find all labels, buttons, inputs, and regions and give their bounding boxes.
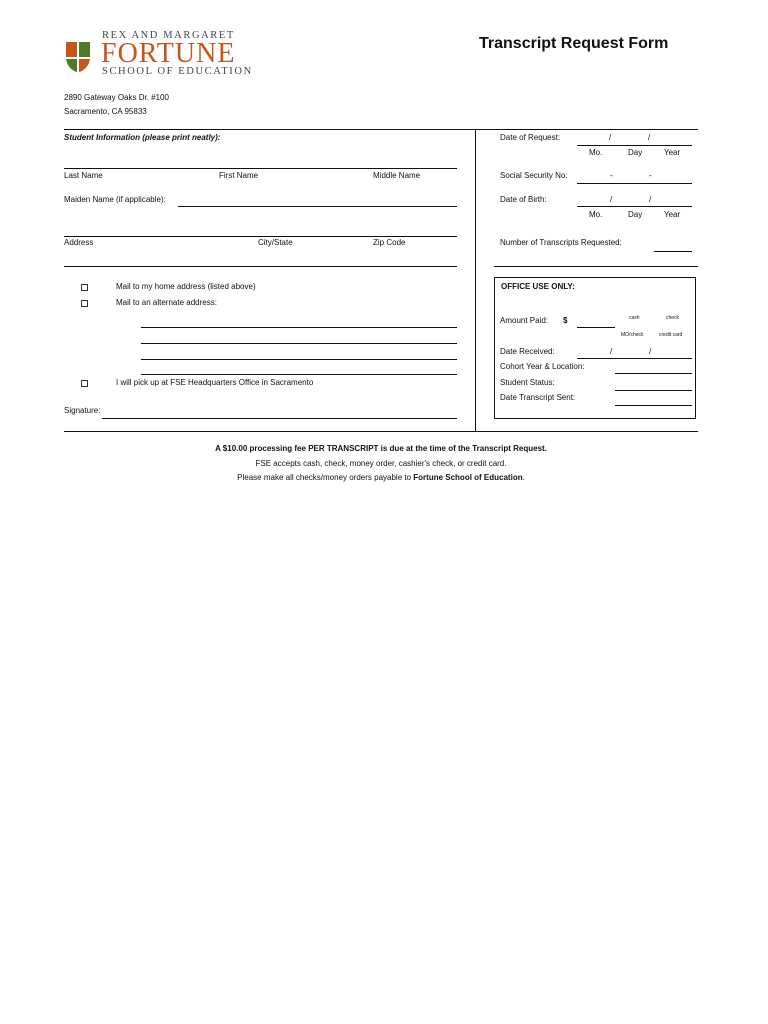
request-day-label: Day xyxy=(628,148,643,157)
first-name-label: First Name xyxy=(219,171,259,180)
bottom-rule xyxy=(64,431,698,432)
address-line[interactable] xyxy=(64,236,457,237)
payable-part2: Fortune School of Education xyxy=(413,473,523,482)
fee-notice xyxy=(64,444,698,454)
request-slash-2: / xyxy=(648,133,651,142)
alternate-address-field-3[interactable] xyxy=(141,359,457,360)
credit-card-option[interactable]: credit card xyxy=(659,332,683,338)
shield-icon xyxy=(64,40,92,74)
date-received-field[interactable] xyxy=(577,358,692,359)
received-slash-2: / xyxy=(649,347,652,356)
date-received-label: Date Received: xyxy=(500,347,555,356)
cohort-field[interactable] xyxy=(615,373,692,374)
logo-line2: FORTUNE xyxy=(101,38,236,69)
payable-part3: . xyxy=(522,473,525,482)
cash-option[interactable]: cash xyxy=(629,315,640,321)
amount-paid-field[interactable] xyxy=(577,327,615,328)
pickup-label: I will pick up at FSE Headquarters Office in Sacramento xyxy=(116,378,314,387)
logo-line1: REX AND MARGARET xyxy=(102,30,235,41)
dob-label: Date of Birth: xyxy=(500,195,547,204)
pickup-checkbox[interactable] xyxy=(81,380,88,387)
dob-slash-1: / xyxy=(610,195,613,204)
date-sent-label: Date Transcript Sent: xyxy=(500,393,576,402)
request-slash-1: / xyxy=(609,133,612,142)
check-option[interactable]: check xyxy=(666,315,680,321)
dob-year-label: Year xyxy=(664,210,681,219)
student-info-heading: Student Information (please print neatly): xyxy=(64,133,221,142)
school-logo xyxy=(64,30,264,84)
mo-check-option[interactable]: MO/check xyxy=(621,332,644,338)
payable-part1: Please make all checks/money orders payable to xyxy=(237,473,414,482)
payable-notice xyxy=(64,473,698,483)
request-mo-label: Mo. xyxy=(589,148,603,157)
logo-line3: SCHOOL OF EDUCATION xyxy=(102,66,253,77)
fee-notice-part1: A $10.00 processing fee xyxy=(215,444,309,453)
dob-field[interactable] xyxy=(577,206,692,207)
alternate-address-checkbox[interactable] xyxy=(81,300,88,307)
cohort-label: Cohort Year & Location: xyxy=(500,362,585,371)
date-of-request-field[interactable] xyxy=(577,145,692,146)
student-status-field[interactable] xyxy=(615,390,692,391)
dollar-sign: $ xyxy=(563,316,568,325)
ssn-label: Social Security No: xyxy=(500,171,568,180)
alternate-address-label: Mail to an alternate address: xyxy=(116,298,217,307)
fee-notice-part2: PER TRANSCRIPT xyxy=(308,444,379,453)
home-address-checkbox[interactable] xyxy=(81,284,88,291)
dob-day-label: Day xyxy=(628,210,643,219)
num-transcripts-field[interactable] xyxy=(654,251,692,252)
request-year-label: Year xyxy=(664,148,681,157)
student-status-label: Student Status: xyxy=(500,378,555,387)
alternate-address-field-4[interactable] xyxy=(141,374,457,375)
top-rule xyxy=(64,129,698,130)
alternate-address-field-2[interactable] xyxy=(141,343,457,344)
student-section-rule xyxy=(64,266,457,267)
num-transcripts-label: Number of Transcripts Requested: xyxy=(500,238,622,247)
dob-mo-label: Mo. xyxy=(589,210,603,219)
ssn-dash-1: - xyxy=(610,171,613,180)
alternate-address-field-1[interactable] xyxy=(141,327,457,328)
home-address-label: Mail to my home address (listed above) xyxy=(116,282,256,291)
address-line1: 2890 Gateway Oaks Dr. #100 xyxy=(64,93,169,102)
amount-paid-label: Amount Paid: xyxy=(500,316,549,325)
middle-name-label: Middle Name xyxy=(373,171,421,180)
ssn-field[interactable] xyxy=(577,183,692,184)
fee-notice-part3: is due at the time of the Transcript Request. xyxy=(378,444,547,453)
city-state-label: City/State xyxy=(258,238,293,247)
zip-code-label: Zip Code xyxy=(373,238,406,247)
maiden-name-field[interactable] xyxy=(178,206,457,207)
last-name-label: Last Name xyxy=(64,171,103,180)
page-title: Transcript Request Form xyxy=(479,35,669,52)
name-line[interactable] xyxy=(64,168,457,169)
dob-slash-2: / xyxy=(649,195,652,204)
address-label: Address xyxy=(64,238,94,247)
received-slash-1: / xyxy=(610,347,613,356)
address-line2: Sacramento, CA 95833 xyxy=(64,107,147,116)
request-section-rule xyxy=(494,266,698,267)
column-divider xyxy=(475,129,476,432)
payment-methods: FSE accepts cash, check, money order, cashier's check, or credit card. xyxy=(255,459,507,468)
date-of-request-label: Date of Request: xyxy=(500,133,561,142)
date-sent-field[interactable] xyxy=(615,405,692,406)
maiden-name-label: Maiden Name (if applicable): xyxy=(64,195,166,204)
office-use-heading: OFFICE USE ONLY: xyxy=(501,282,575,291)
signature-label: Signature: xyxy=(64,406,101,415)
signature-field[interactable] xyxy=(102,418,457,419)
ssn-dash-2: - xyxy=(649,171,652,180)
